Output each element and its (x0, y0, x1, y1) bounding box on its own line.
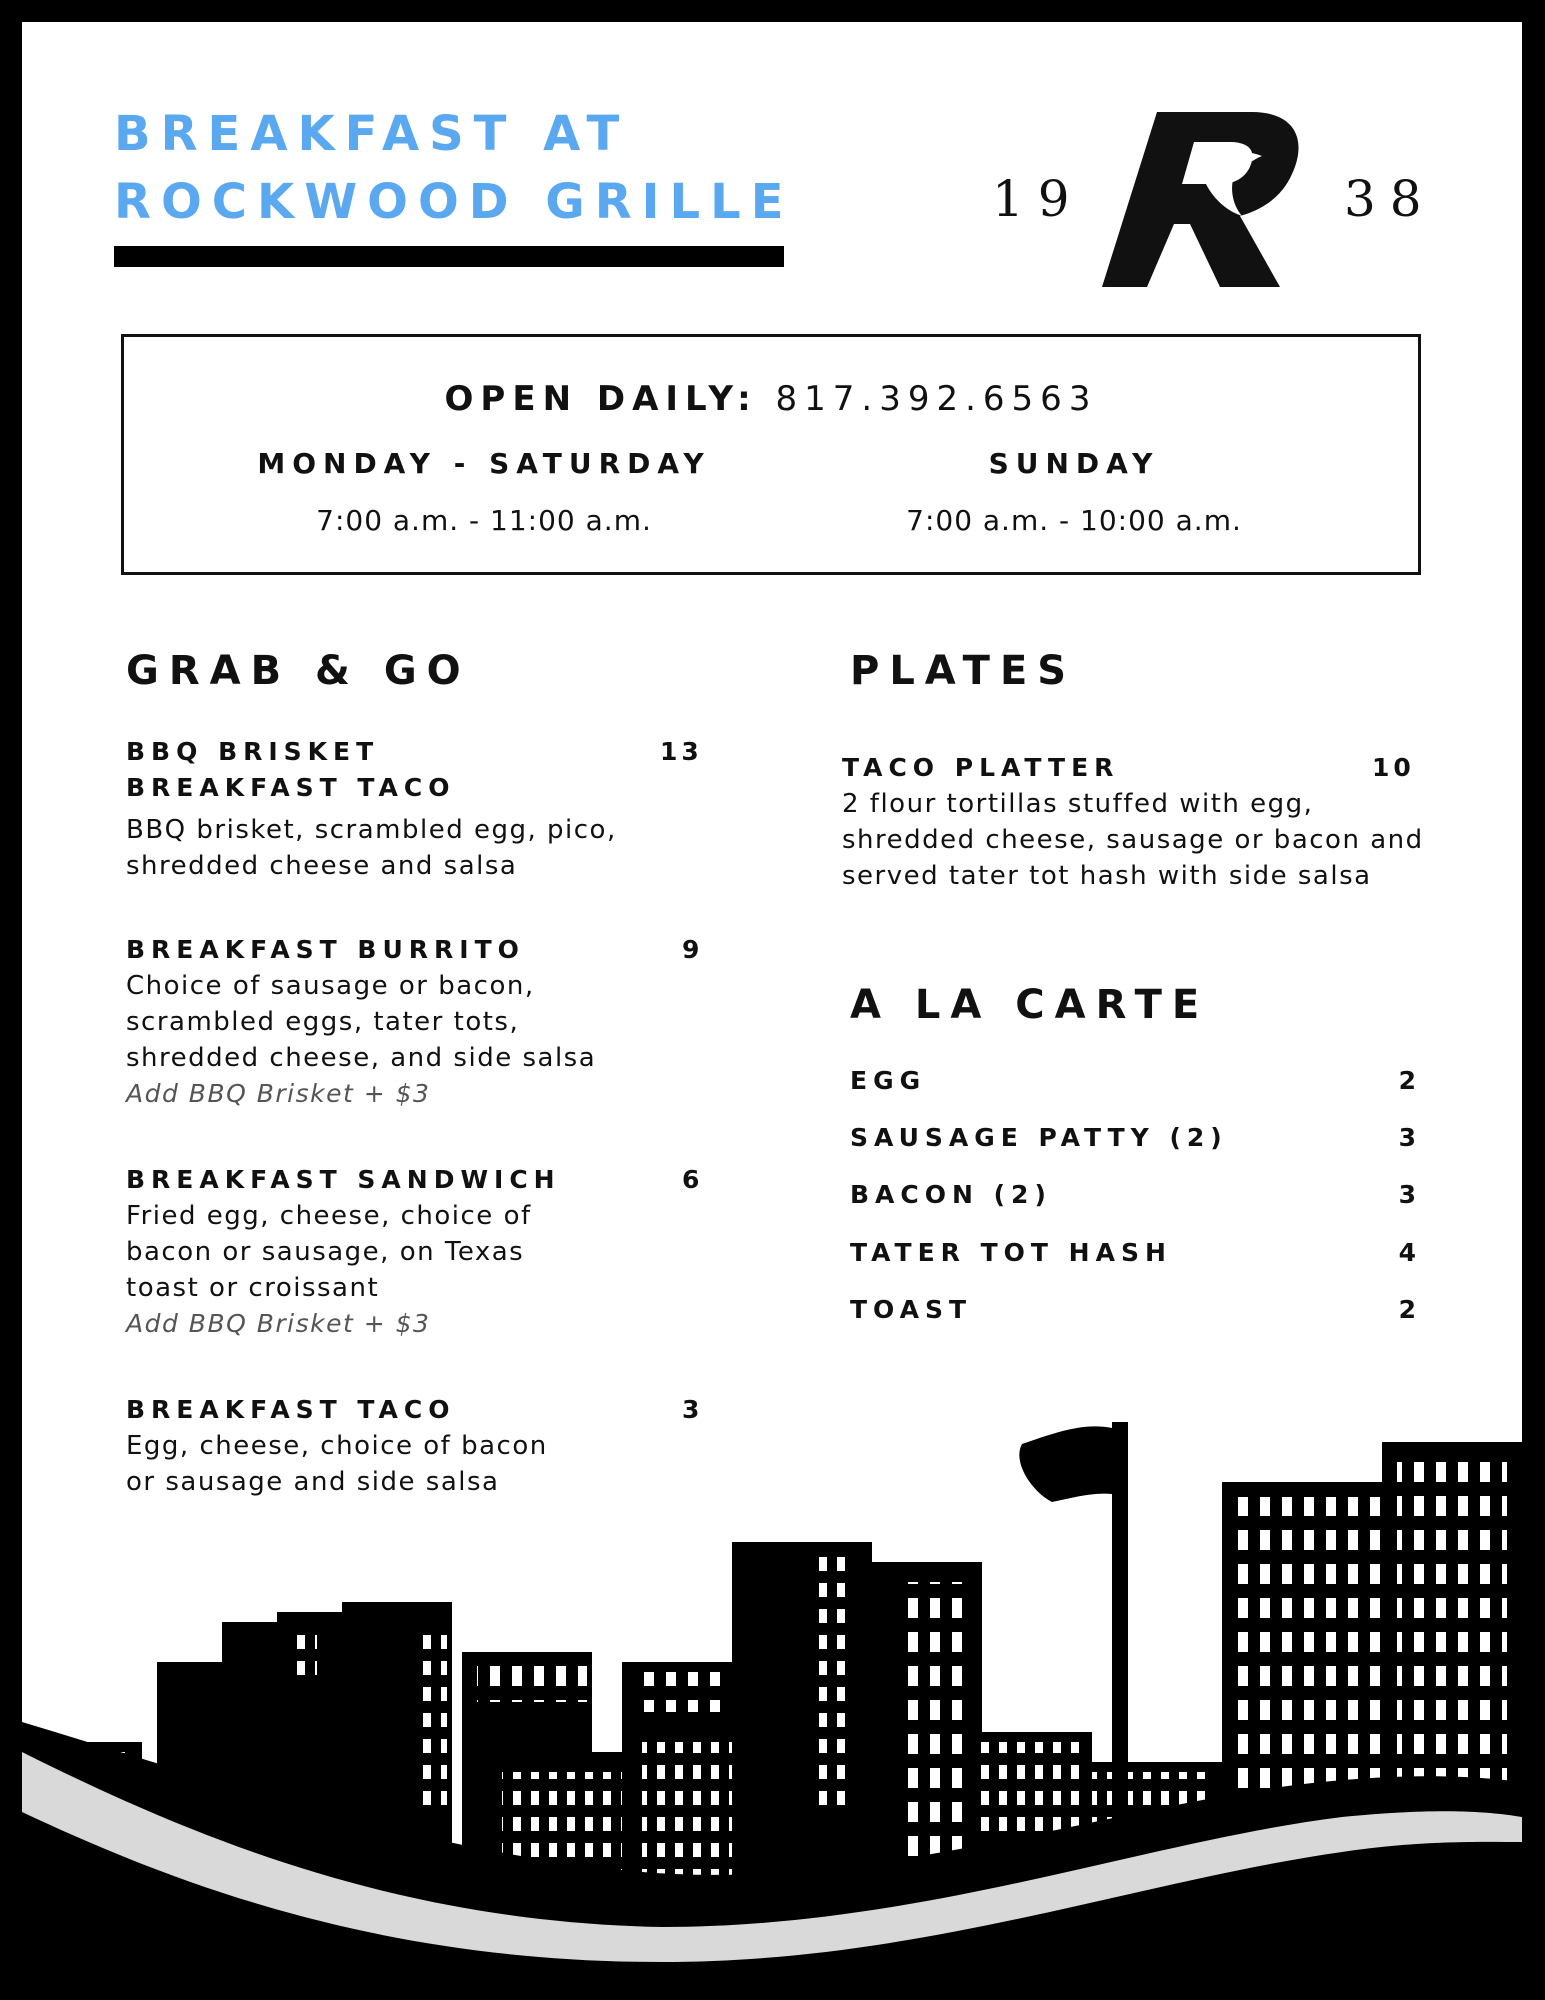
hours-box (121, 334, 1421, 575)
item-name: TOAST (850, 1295, 973, 1324)
menu-page (22, 22, 1522, 1978)
menu-item (126, 734, 706, 884)
weekday-hours (204, 447, 764, 537)
description-line: bacon or sausage, on Texas (126, 1237, 525, 1267)
item-name: SAUSAGE PATTY (2) (850, 1123, 1228, 1152)
open-daily-line (124, 379, 1418, 419)
item-name: BREAKFAST TACO (126, 1395, 456, 1424)
title-underline (114, 246, 784, 267)
description-line: served tater tot hash with side salsa (842, 861, 1372, 891)
item-price: 2 (1398, 1295, 1416, 1324)
menu-item (842, 750, 1462, 894)
item-addon-note: Add BBQ Brisket + $3 (126, 1309, 431, 1338)
item-price: 10 (1372, 753, 1415, 782)
established-year-right: 38 (1344, 170, 1436, 228)
description-line: Egg, cheese, choice of bacon (126, 1431, 548, 1461)
phone-number: 817.392.6563 (775, 379, 1098, 419)
item-price: 2 (1398, 1066, 1416, 1095)
sunday-time: 7:00 a.m. - 10:00 a.m. (906, 504, 1242, 537)
description-line: scrambled eggs, tater tots, (126, 1007, 520, 1037)
description-line: 2 flour tortillas stuffed with egg, (842, 789, 1314, 819)
item-name: BREAKFAST BURRITO (126, 935, 525, 964)
a-la-carte-row (850, 1066, 1420, 1106)
a-la-carte-row (850, 1180, 1420, 1220)
description-line: Fried egg, cheese, choice of (126, 1201, 532, 1231)
description-line: Choice of sausage or bacon, (126, 971, 535, 1001)
description-line: shredded cheese, sausage or bacon and (842, 825, 1424, 855)
sunday-label: SUNDAY (988, 447, 1160, 480)
menu-title-line-1: BREAKFAST AT (114, 106, 630, 162)
item-name: BACON (2) (850, 1180, 1052, 1209)
description-line: shredded cheese and salsa (126, 851, 518, 881)
menu-title-line-2: ROCKWOOD GRILLE (114, 174, 794, 230)
item-name: BREAKFAST SANDWICH (126, 1165, 561, 1194)
menu-item (126, 1162, 706, 1342)
weekday-time: 7:00 a.m. - 11:00 a.m. (316, 504, 652, 537)
open-daily-label: OPEN DAILY: (444, 379, 758, 419)
item-price: 6 (682, 1165, 704, 1194)
item-price: 3 (1398, 1123, 1416, 1152)
description-line: toast or croissant (126, 1273, 380, 1303)
item-price: 13 (660, 737, 703, 766)
a-la-carte-row (850, 1295, 1420, 1335)
section-heading-grab-and-go: GRAB & GO (126, 648, 471, 694)
sunday-hours (794, 447, 1354, 537)
item-price: 4 (1398, 1238, 1416, 1267)
item-name: TATER TOT HASH (850, 1238, 1172, 1267)
city-skyline-illustration (22, 1422, 1522, 1978)
description-line: or sausage and side salsa (126, 1467, 500, 1497)
item-price: 3 (682, 1395, 704, 1424)
a-la-carte-row (850, 1123, 1420, 1163)
menu-item (126, 932, 706, 1112)
rockwood-r-logo-icon (1102, 112, 1302, 287)
item-name: EGG (850, 1066, 927, 1095)
description-line: BBQ brisket, scrambled egg, pico, (126, 815, 617, 845)
description-line: shredded cheese, and side salsa (126, 1043, 597, 1073)
weekday-label: MONDAY - SATURDAY (257, 447, 711, 480)
item-name: BBQ BRISKET (126, 737, 380, 766)
item-price: 3 (1398, 1180, 1416, 1209)
established-year-left: 19 (992, 170, 1084, 228)
item-description (126, 1198, 706, 1306)
item-name: TACO PLATTER (842, 753, 1120, 782)
item-description (126, 968, 706, 1076)
a-la-carte-row (850, 1238, 1420, 1278)
section-heading-a-la-carte: A LA CARTE (850, 982, 1210, 1028)
item-description (126, 812, 706, 884)
golf-flag-icon (1112, 1422, 1128, 1842)
item-price: 9 (682, 935, 704, 964)
item-addon-note: Add BBQ Brisket + $3 (126, 1079, 431, 1108)
item-name: BREAKFAST TACO (126, 773, 456, 802)
section-heading-plates: PLATES (850, 648, 1077, 694)
item-description (842, 786, 1462, 894)
